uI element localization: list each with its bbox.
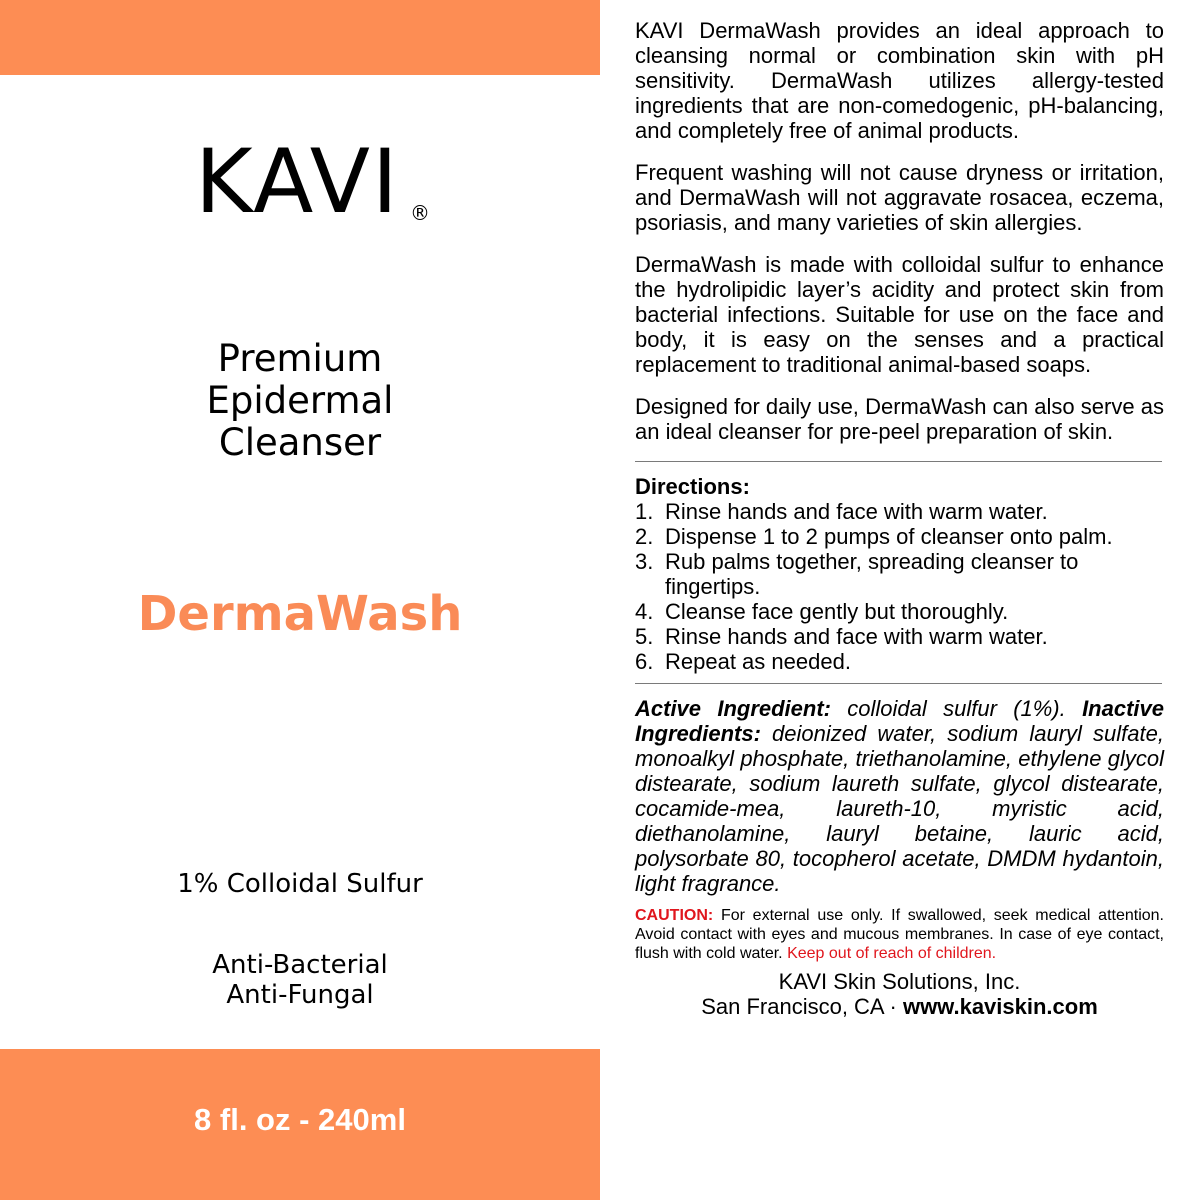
- company-name: KAVI Skin Solutions, Inc.: [778, 969, 1021, 994]
- company-website: www.kaviskin.com: [902, 994, 1098, 1019]
- description-paragraph: KAVI DermaWash provides an ideal approach to cleansing normal or combination skin with pH sensitivity. DermaWash utilizes allergy-tested ingredients that are non-comedogenic, pH-balancing, and completely free of animal products.: [635, 18, 1164, 143]
- ingredients-block: [635, 696, 1164, 896]
- description-paragraph: Designed for daily use, DermaWash can also serve as an ideal cleanser for pre-peel preparation of skin.: [635, 394, 1164, 444]
- step-text: Cleanse face gently but thoroughly.: [665, 599, 1009, 624]
- claim-anti-bacterial: Anti-Bacterial: [212, 950, 388, 980]
- descriptor-line: Epidermal: [206, 379, 394, 422]
- step-number: 3.: [635, 549, 654, 574]
- product-name: DermaWash: [137, 586, 463, 642]
- description-paragraph: DermaWash is made with colloidal sulfur to enhance the hydrolipidic layer’s acidity and protect skin from bacterial infections. Suitable for use on the face and body, it is easy on the senses and a practical replacement to traditional animal-based soaps.: [635, 252, 1164, 377]
- directions-title: Directions:: [635, 474, 750, 499]
- directions-list: [635, 499, 1164, 674]
- direction-step: [635, 599, 1164, 624]
- active-strength: 1% Colloidal Sulfur: [177, 869, 423, 899]
- caution-text: For external use only. If swallowed, seek medical attention. Avoid contact with eyes and mucous membranes. In case of eye contact, flush with cold water.: [635, 907, 1164, 962]
- top-accent-bar: [0, 0, 600, 75]
- caution-block: [635, 906, 1164, 963]
- inactive-ingredients-label: Inactive Ingredients:: [635, 696, 1164, 746]
- net-volume: 8 fl. oz - 240ml: [194, 1102, 406, 1137]
- claim-anti-fungal: Anti-Fungal: [226, 980, 374, 1010]
- descriptor-line: Cleanser: [218, 421, 382, 464]
- directions-section: [635, 474, 1164, 674]
- company-info: [635, 969, 1164, 1019]
- descriptor-line: Premium: [217, 337, 383, 380]
- step-text: Repeat as needed.: [665, 649, 851, 674]
- step-number: 1.: [635, 499, 654, 524]
- direction-step: [635, 549, 1164, 599]
- step-number: 5.: [635, 624, 654, 649]
- product-claims: [0, 950, 600, 1010]
- direction-step: [635, 624, 1164, 649]
- description-paragraph: Frequent washing will not cause dryness or irritation, and DermaWash will not aggravate rosacea, eczema, psoriasis, and many varieties of skin allergies.: [635, 160, 1164, 235]
- active-ingredient-label: Active Ingredient:: [635, 696, 831, 721]
- brand-logo: KAVI: [195, 130, 400, 233]
- step-number: 2.: [635, 524, 654, 549]
- active-ingredient-text: colloidal sulfur (1%).: [831, 696, 1066, 721]
- company-address-line: [635, 994, 1164, 1019]
- keep-away-warning: Keep out of reach of children.: [787, 945, 997, 962]
- step-number: 4.: [635, 599, 654, 624]
- direction-step: [635, 499, 1164, 524]
- address-separator: ·: [883, 994, 903, 1019]
- caution-label: CAUTION:: [635, 907, 714, 924]
- direction-step: [635, 524, 1164, 549]
- step-text: Dispense 1 to 2 pumps of cleanser onto palm.: [665, 524, 1113, 549]
- step-text: Rinse hands and face with warm water.: [665, 499, 1048, 524]
- info-panel: [635, 18, 1164, 1019]
- section-divider: [635, 683, 1162, 684]
- product-descriptor: [0, 338, 600, 464]
- direction-step: [635, 649, 1164, 674]
- step-number: 6.: [635, 649, 654, 674]
- company-location: San Francisco, CA: [701, 994, 884, 1019]
- inactive-ingredients-text: deionized water, sodium lauryl sulfate, monoalkyl phosphate, triethanolamine, ethylene glycol distearate, sodium laureth sulfate, glycol distearate, cocamide-mea, laureth-10, myristic acid, diethanolamine, lauryl betaine, lauric acid, polysorbate 80, tocopherol acetate, DMDM hydantoin, light fragrance.: [635, 721, 1164, 896]
- section-divider: [635, 461, 1162, 462]
- step-text: Rinse hands and face with warm water.: [665, 624, 1048, 649]
- registered-mark: ®: [410, 201, 430, 225]
- step-text: Rub palms together, spreading cleanser to fingertips.: [665, 549, 1079, 599]
